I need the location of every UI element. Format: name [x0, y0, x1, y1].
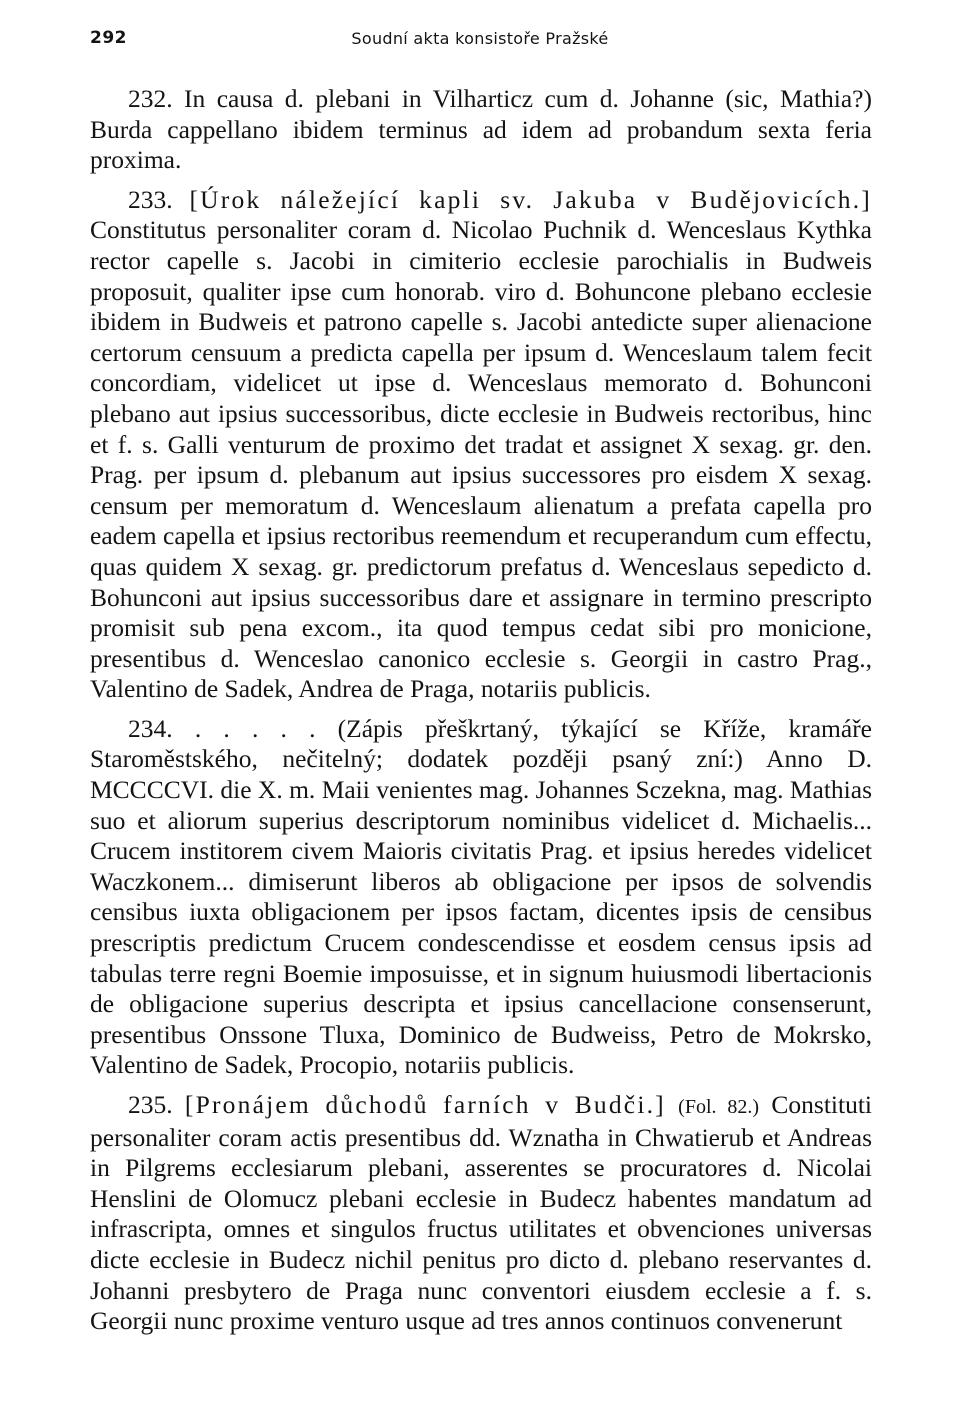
entry-number: 233.: [128, 184, 173, 214]
entry-232: [90, 84, 872, 176]
running-head: Soudní akta konsistoře Pražské: [351, 29, 609, 48]
entry-234: [90, 714, 872, 1081]
entry-text: Constituti personaliter coram actis presentibus dd. Wznatha in Chwatierub et Andreas in Pilgrems ecclesiarum plebani, asserentes se procuratores d. Nicolai Henslini de Olomucz plebani ecclesie in Budecz habentes mandatum ad infrascripta, omnes et singulos fructus utilitates et obvenciones universas dicte ecclesie in Budecz nichil penitus pro dicto d. plebano reservantes d. Johanni presbytero de Praga nunc conventori eiusdem ecclesie a f. s. Georgii nunc proxime venturo usque ad tres annos continuos convenerunt: [90, 1090, 872, 1336]
entry-text: 232. In causa d. plebani in Vilharticz cum d. Johanne (sic, Mathia?) Burda cappellano ibidem terminus ad idem ad probandum sexta feria proxima.: [90, 84, 872, 175]
page-body: [90, 84, 872, 1337]
entry-text: 234. . . . . . (Zápis přeškrtaný, týkající se Kříže, kramáře Staroměstského, nečitelný; dodatek později psaný zní:) Anno D. MCCCCVI. die X. m. Maii venientes mag. Johannes Sczekna, mag. Mathias suo et aliorum superius descriptorum nominibus videlicet d. Michaelis... Crucem institorem civem Maioris civitatis Prag. et ipsius heredes videlicet Waczkonem... dimiserunt liberos ab obligacione per ipsos de solvendis censibus iuxta obligacionem per ipsos factam, dicentes ipsis de censibus prescriptis predictum Crucem condescendisse et eosdem census ipsis ad tabulas terre regni Boemie imposuisse, et in signum huiusmodi libertacionis de obligacione superius descripta et ipsius cancellacione consenserunt, presentibus Onssone Tluxa, Dominico de Budweiss, Petro de Mokrsko, Valentino de Sadek, Procopio, notariis publicis.: [90, 713, 872, 1080]
entry-number: 235.: [128, 1090, 173, 1119]
folio-reference: (Fol. 82.): [678, 1096, 760, 1118]
page-header: [90, 28, 870, 58]
entry-heading: [Pronájem důchodů farních v Budči.]: [184, 1090, 666, 1119]
page-number: 292: [90, 28, 127, 48]
entry-text: Constitutus personaliter coram d. Nicolao Puchnik d. Wenceslaus Kythka rector capelle s. Jacobi in cimiterio ecclesie parochialis in Budweis proposuit, qualiter ipse cum honorab. viro d. Bohuncone plebano ecclesie ibidem in Budweis et patrono capelle s. Jacobi antedicte super alienacione certorum censuum a predicta capella per ipsum d. Wenceslaum talem fecit concordiam, videlicet ut ipse d. Wenceslaus memorato d. Bohunconi plebano aut ipsius successoribus, dicte ecclesie in Budweis rectoribus, hinc et f. s. Galli venturum de proximo det tradat et assignet X sexag. gr. den. Prag. per ipsum d. plebanum aut ipsius successores pro eisdem X sexag. censum per memoratum d. Wenceslaum alienatum a prefata capella pro eadem capella et ipsius rectoribus reemendum et recuperandum cum effectu, quas quidem X sexag. gr. predictorum prefatus d. Wenceslaus sepedicto d. Bohunconi aut ipsius successoribus dare et assignare in termino prescripto promisit sub pena excom., ita quod tempus cedat sibi pro monicione, presentibus d. Wenceslao canonico ecclesie s. Georgii in castro Prag., Valentino de Sadek, Andrea de Praga, notariis publicis.: [90, 215, 872, 704]
entry-233: [90, 185, 872, 705]
entry-heading: [Úrok náležející kapli sv. Jakuba v Budějovicích.]: [189, 184, 872, 214]
entry-235: [90, 1090, 872, 1337]
